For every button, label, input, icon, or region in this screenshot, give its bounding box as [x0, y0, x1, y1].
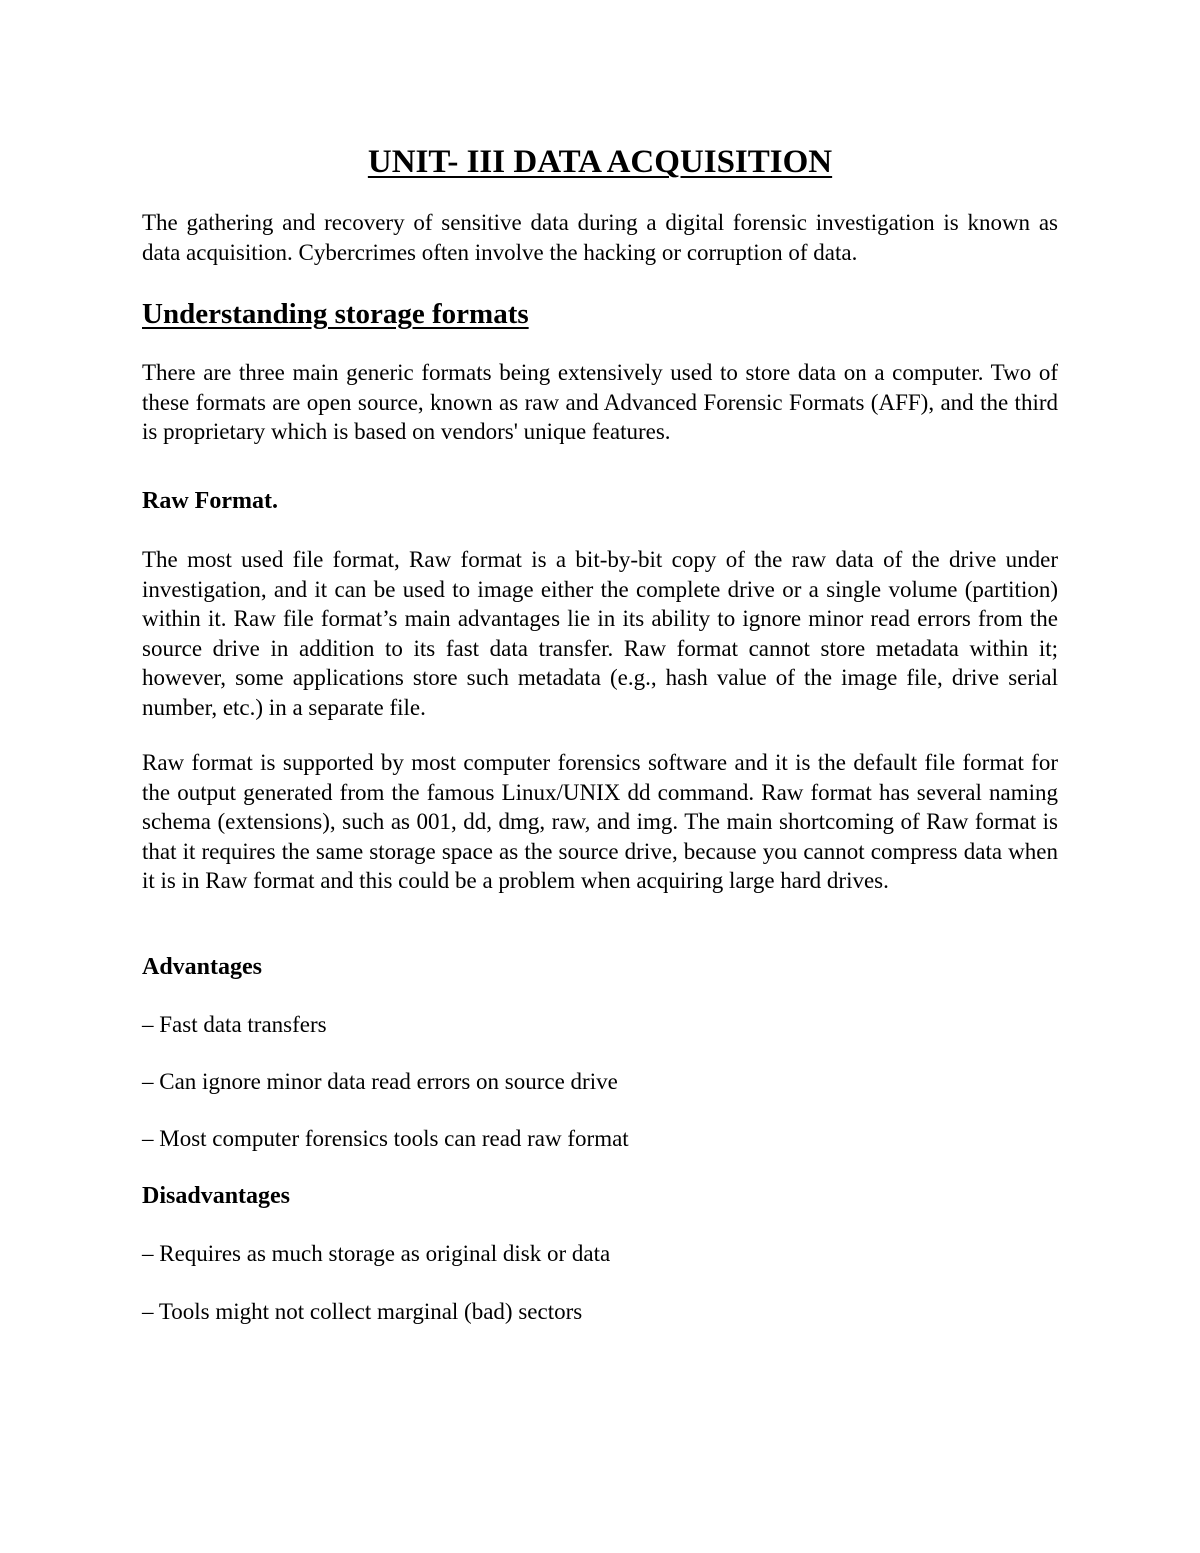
page-title: UNIT- III DATA ACQUISITION: [367, 144, 833, 180]
disadvantages-heading: Disadvantages: [142, 1183, 291, 1209]
advantages-heading: Advantages: [142, 954, 263, 980]
disadvantage-item: – Tools might not collect marginal (bad) sectors: [142, 1299, 583, 1324]
raw-format-paragraph-1: The most used file format, Raw format is a bit-by-bit copy of the raw data of the drive under investigation, and it can be used to image either the complete drive or a single volume (partition) within it. Raw file format’s main advantages lie in its ability to ignore minor read errors from the source drive in addition to its fast data transfer. Raw format cannot store metadata within it; however, some applications store such metadata (e.g., hash value of the image file, drive serial number, etc.) in a separate file.: [142, 547, 1058, 720]
section-heading-storage-formats: Understanding storage formats: [142, 298, 529, 330]
storage-formats-paragraph: There are three main generic formats being extensively used to store data on a computer. Two of these formats are open source, known as raw and Advanced Forensic Formats (AFF), and the third is proprietary which is based on vendors' unique features.: [142, 360, 1058, 444]
raw-format-heading: Raw Format.: [142, 488, 278, 514]
advantage-item: – Fast data transfers: [142, 1012, 327, 1037]
advantage-item: – Can ignore minor data read errors on source drive: [142, 1069, 618, 1094]
raw-format-paragraph-2: Raw format is supported by most computer forensics software and it is the default file format for the output generated from the famous Linux/UNIX dd command. Raw format has several naming schema (extensions), such as 001, dd, dmg, raw, and img. The main shortcoming of Raw format is that it requires the same storage space as the source drive, because you cannot compress data when it is in Raw format and this could be a problem when acquiring large hard drives.: [142, 750, 1058, 893]
advantage-item: – Most computer forensics tools can read raw format: [142, 1126, 629, 1151]
intro-paragraph: The gathering and recovery of sensitive data during a digital forensic investigation is known as data acquisition. Cybercrimes often involve the hacking or corruption of data.: [142, 210, 1058, 265]
disadvantage-item: – Requires as much storage as original disk or data: [142, 1241, 611, 1266]
